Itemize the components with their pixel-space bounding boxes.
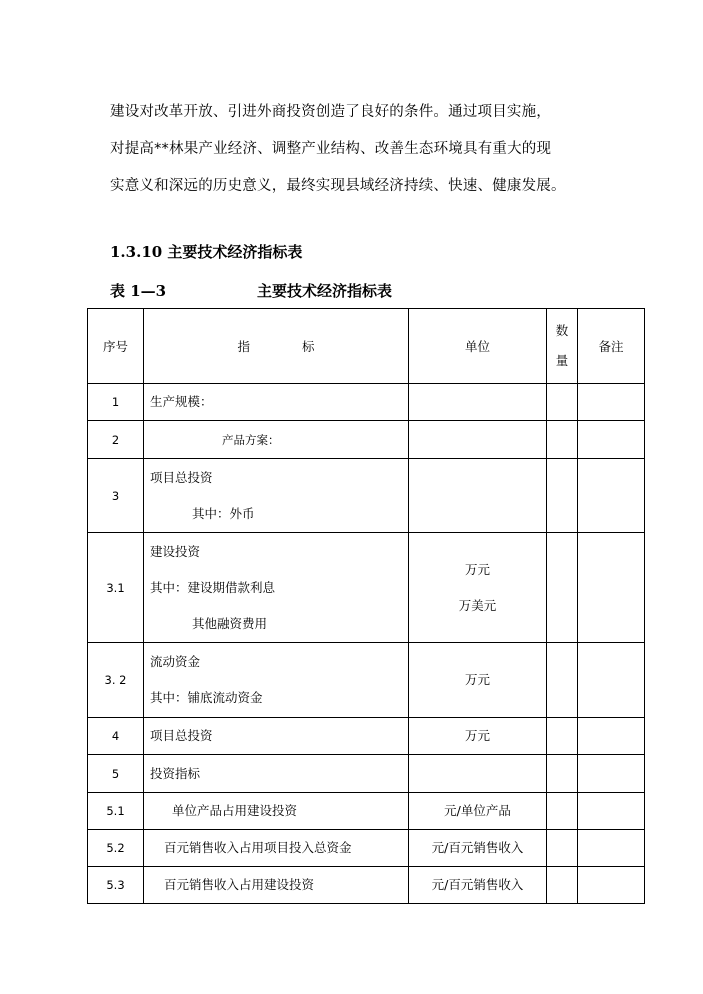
row-indicator <box>144 384 409 421</box>
row-remark <box>578 533 645 643</box>
table-row <box>88 533 645 643</box>
unit-line: 元/百元销售收入 <box>431 877 524 892</box>
row-remark <box>578 867 645 904</box>
row-indicator <box>144 718 409 755</box>
row-unit <box>409 830 547 867</box>
header-remark: 备注 <box>578 309 645 384</box>
row-seq: 5.1 <box>88 793 144 830</box>
row-unit <box>409 533 547 643</box>
header-qty <box>547 309 578 384</box>
row-indicator <box>144 643 409 718</box>
indicator-line: 产品方案： <box>222 432 280 447</box>
row-remark <box>578 793 645 830</box>
paragraph-line: 实意义和深远的历史意义，最终实现县域经济持续、快速、健康发展。 <box>110 178 566 194</box>
row-qty <box>547 533 578 643</box>
row-seq: 2 <box>88 421 144 459</box>
table-row <box>88 793 645 830</box>
unit-line: 元/单位产品 <box>444 803 511 818</box>
header-indicator-b: 标 <box>302 339 315 354</box>
row-seq: 3 <box>88 459 144 533</box>
row-qty <box>547 384 578 421</box>
indicator-line: 其他融资费用 <box>192 615 268 631</box>
row-remark <box>578 718 645 755</box>
indicator-line: 生产规模： <box>150 394 213 409</box>
indicator-line: 项目总投资 <box>150 469 213 485</box>
row-unit <box>409 459 547 533</box>
table-row <box>88 384 645 421</box>
row-qty <box>547 867 578 904</box>
row-indicator <box>144 830 409 867</box>
section-heading: 1.3.10 主要技术经济指标表 <box>110 243 303 261</box>
unit-line: 万元 <box>464 561 490 577</box>
row-indicator <box>144 867 409 904</box>
header-qty-a: 数 <box>555 323 569 338</box>
row-seq: 5 <box>88 755 144 793</box>
indicator-line: 单位产品占用建设投资 <box>172 803 298 818</box>
header-qty-b: 量 <box>555 353 569 368</box>
table-row <box>88 867 645 904</box>
paragraph-line: 对提高**林果产业经济、调整产业结构、改善生态环境具有重大的现 <box>110 141 552 157</box>
header-indicator <box>144 309 409 384</box>
row-indicator <box>144 459 409 533</box>
header-indicator-a: 指 <box>237 339 250 354</box>
unit-line: 万元 <box>464 672 490 687</box>
row-unit <box>409 421 547 459</box>
row-remark <box>578 459 645 533</box>
indicator-line: 百元销售收入占用建设投资 <box>164 877 315 892</box>
row-indicator <box>144 793 409 830</box>
indicator-line: 项目总投资 <box>150 728 213 743</box>
row-seq: 4 <box>88 718 144 755</box>
indicator-line: 百元销售收入占用项目投入总资金 <box>164 840 352 855</box>
table-caption-label: 表 1—3 <box>110 282 167 300</box>
unit-line: 万美元 <box>458 597 497 613</box>
table-caption <box>110 280 650 301</box>
row-remark <box>578 830 645 867</box>
indicator-line: 其中：建设期借款利息 <box>150 579 276 595</box>
row-indicator <box>144 421 409 459</box>
row-unit <box>409 755 547 793</box>
indicator-line: 流动资金 <box>150 654 201 669</box>
row-unit <box>409 384 547 421</box>
row-remark <box>578 643 645 718</box>
row-indicator <box>144 755 409 793</box>
indicator-line: 建设投资 <box>150 543 201 559</box>
row-unit <box>409 643 547 718</box>
indicator-table <box>87 308 645 904</box>
table-row <box>88 643 645 718</box>
row-seq: 5.2 <box>88 830 144 867</box>
unit-line: 元/百元销售收入 <box>431 840 524 855</box>
row-qty <box>547 793 578 830</box>
paragraph-line: 建设对改革开放、引进外商投资创造了良好的条件。通过项目实施， <box>110 104 551 120</box>
table-row <box>88 755 645 793</box>
row-qty <box>547 830 578 867</box>
row-seq: 3.1 <box>88 533 144 643</box>
indicator-line: 投资指标 <box>150 765 201 781</box>
row-indicator <box>144 533 409 643</box>
indicator-line: 其中：外币 <box>192 505 255 521</box>
row-unit <box>409 867 547 904</box>
row-qty <box>547 459 578 533</box>
row-seq: 3. 2 <box>88 643 144 718</box>
table-row <box>88 421 645 459</box>
row-qty <box>547 718 578 755</box>
body-paragraph <box>110 94 670 205</box>
table-row <box>88 830 645 867</box>
header-unit: 单位 <box>409 309 547 384</box>
header-seq: 序号 <box>88 309 144 384</box>
row-unit <box>409 793 547 830</box>
indicator-line: 其中：铺底流动资金 <box>150 690 263 705</box>
row-seq: 5.3 <box>88 867 144 904</box>
row-seq: 1 <box>88 384 144 421</box>
table-row <box>88 718 645 755</box>
row-qty <box>547 643 578 718</box>
row-remark <box>578 421 645 459</box>
row-remark <box>578 384 645 421</box>
table-header-row <box>88 309 645 384</box>
unit-line: 万元 <box>464 728 490 743</box>
row-qty <box>547 421 578 459</box>
row-qty <box>547 755 578 793</box>
row-remark <box>578 755 645 793</box>
row-unit <box>409 718 547 755</box>
table-caption-title: 主要技术经济指标表 <box>257 282 393 300</box>
table-row <box>88 459 645 533</box>
